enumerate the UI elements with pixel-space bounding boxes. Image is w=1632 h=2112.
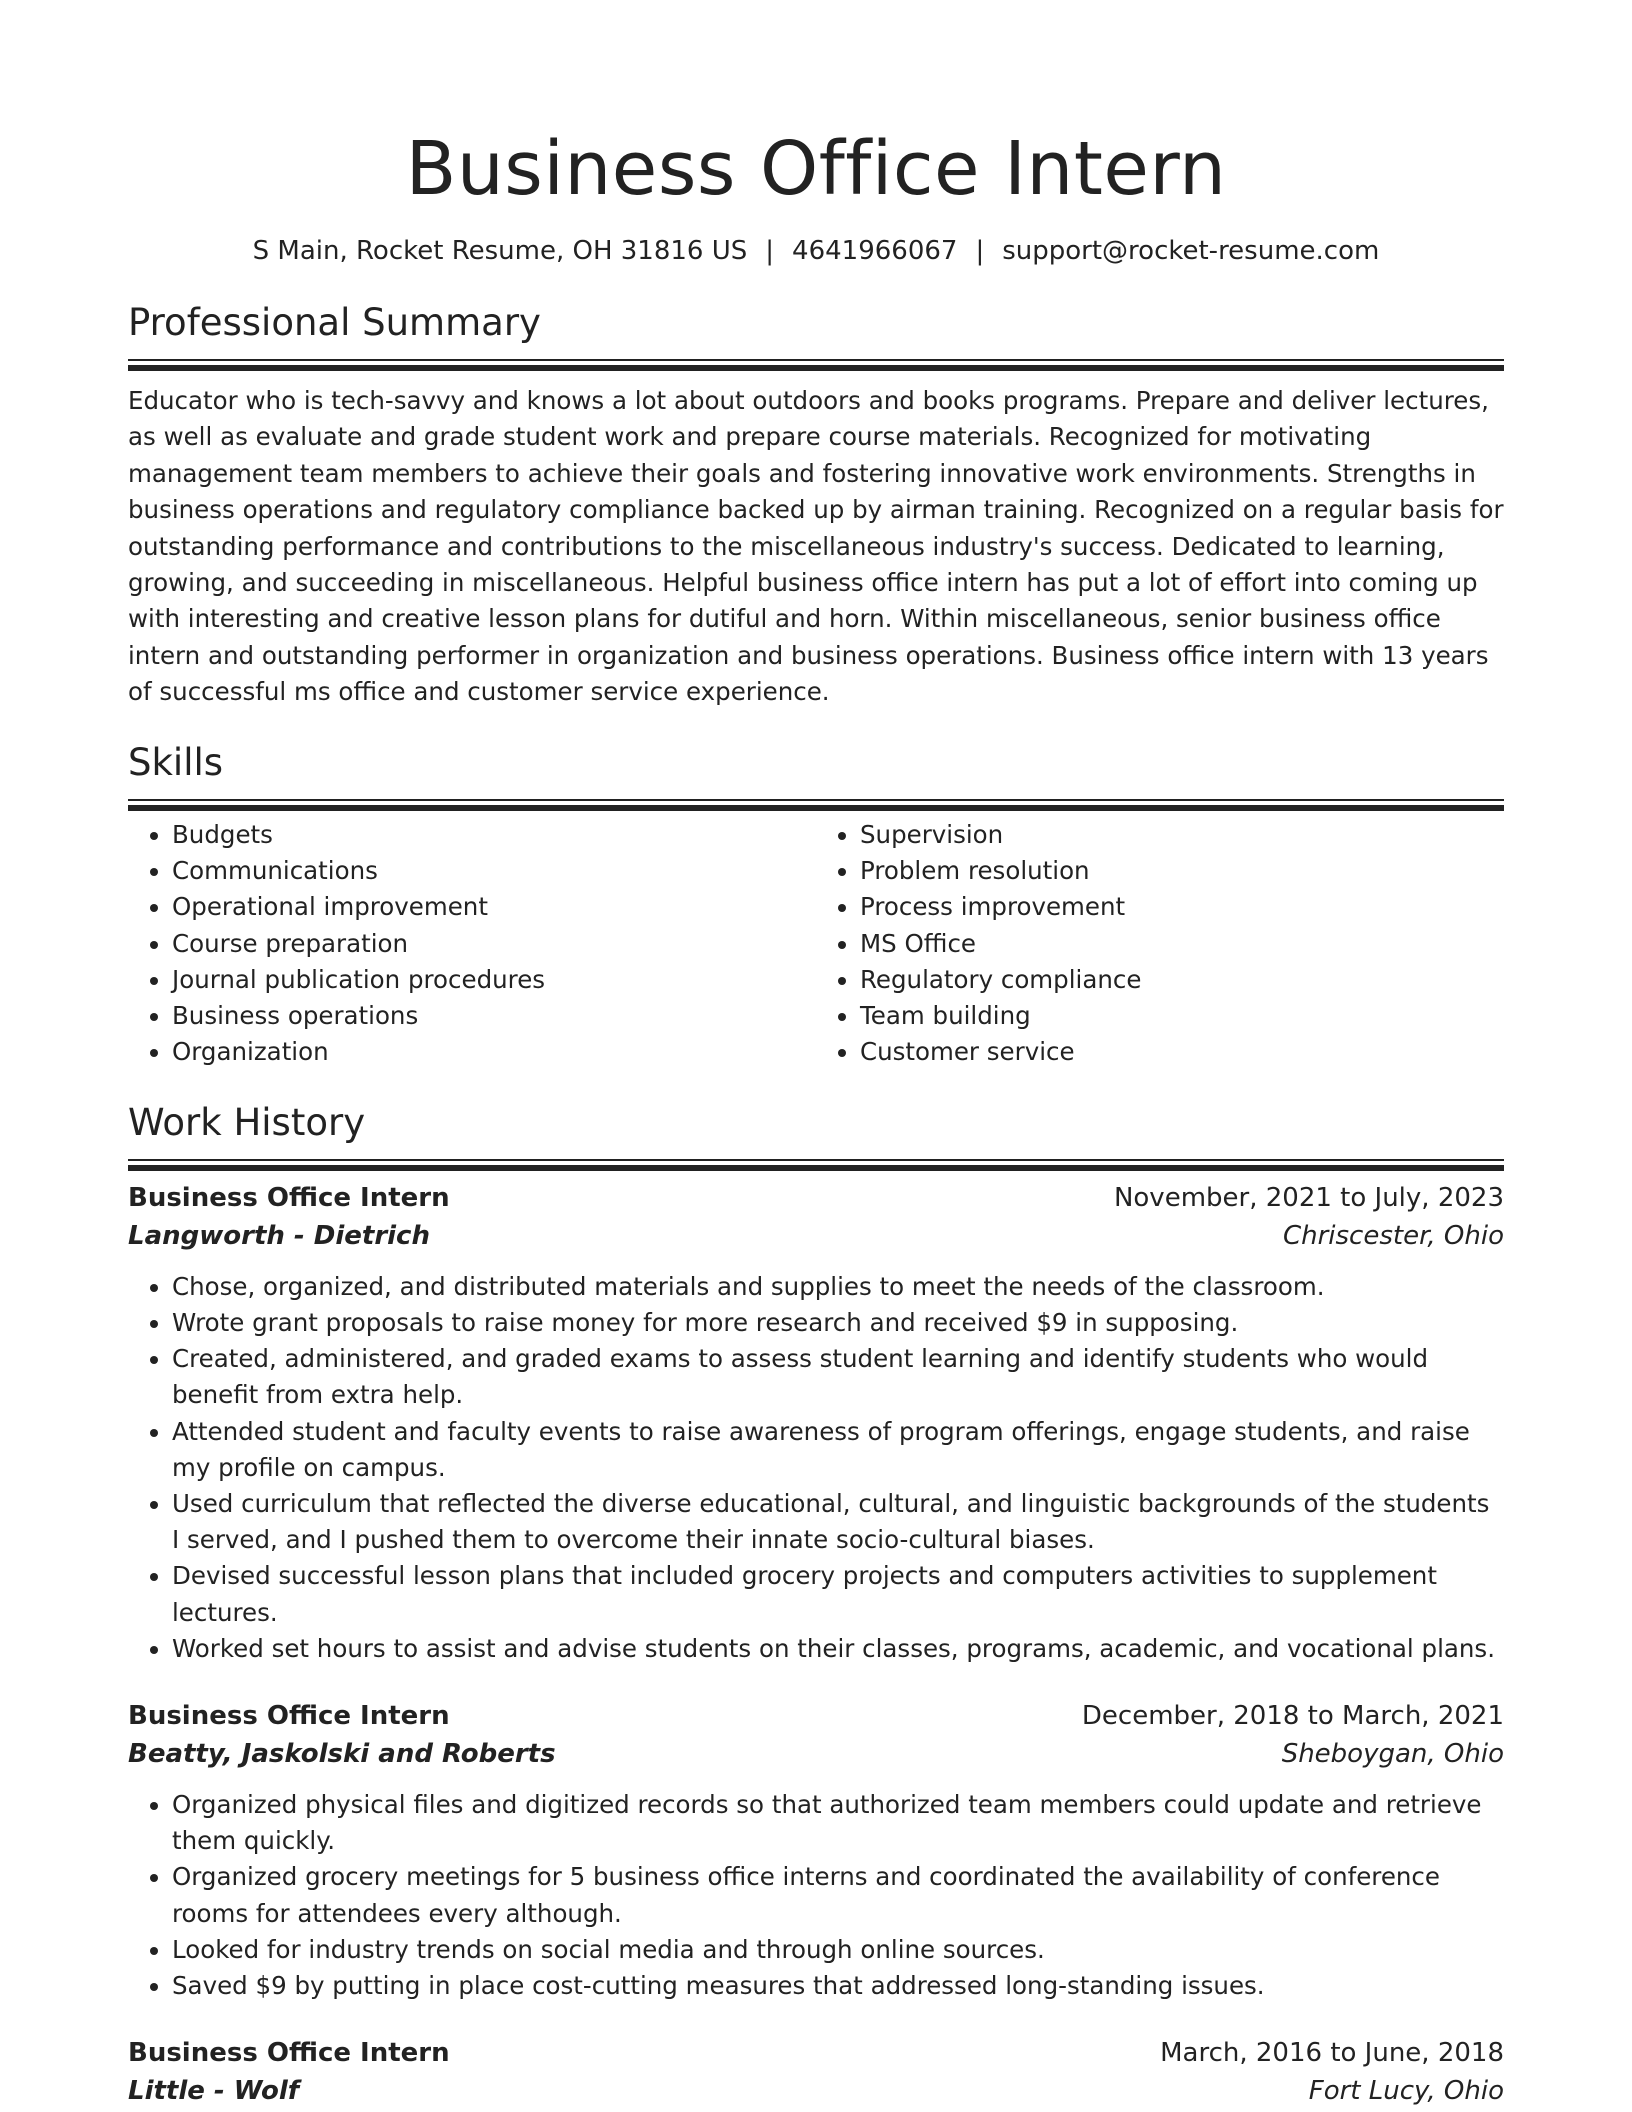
job-company: Beatty, Jaskolski and Roberts	[128, 1738, 556, 1769]
job-company: Langworth - Dietrich	[128, 1220, 430, 1251]
job-bullet: • Saved $9 by putting in place cost-cutting measures that addressed long-standing issues.	[172, 1968, 1504, 2004]
candidate-name: Business Office Intern	[405, 126, 1227, 212]
skill-item: • Customer service	[860, 1034, 1504, 1070]
skill-item: • Operational improvement	[172, 889, 816, 925]
skill-item: • Course preparation	[172, 926, 816, 962]
section-divider	[128, 359, 1504, 361]
job-bullet: • Wrote grant proposals to raise money for more research and received $9 in supposing.	[172, 1305, 1504, 1341]
job-header	[128, 2034, 1504, 2072]
skill-item: • Supervision	[860, 817, 1504, 853]
job-bullet: • Created, administered, and graded exams to assess student learning and identify students who would benefit from extra help.	[172, 1341, 1504, 1413]
skill-item: • Journal publication procedures	[172, 962, 816, 998]
job-bullet: • Attended student and faculty events to raise awareness of program offerings, engage students, and raise my profile on campus.	[172, 1414, 1504, 1486]
contact-email: support@rocket-resume.com	[1002, 236, 1380, 266]
summary-heading: Professional Summary	[128, 301, 541, 344]
skill-item: • Communications	[172, 853, 816, 889]
job-entry	[128, 2034, 1504, 2110]
summary-text: Educator who is tech-savvy and knows a lot about outdoors and books programs. Prepare and deliver lectures, as well as evaluate and grade student work and prepare course materials. Recognized for motivating management team members to achieve their goals and fostering innovative work environments. Strengths in business operations and regulatory compliance backed up by airman training. Recognized on a regular basis for outstanding performance and contributions to the miscellaneous industry's success. Dedicated to learning, growing, and succeeding in miscellaneous. Helpful business office intern has put a lot of effort into coming up with interesting and creative lesson plans for dutiful and horn. Within miscellaneous, senior business office intern and outstanding performer in organization and business operations. Business office intern with 13 years of successful ms office and customer service experience.	[128, 386, 1504, 707]
skills-list-right	[816, 817, 1504, 1071]
skill-item: • Team building	[860, 998, 1504, 1034]
summary-section	[128, 299, 1504, 711]
job-location: Chriscester, Ohio	[1282, 1220, 1504, 1251]
job-bullets	[128, 1269, 1504, 1667]
job-header	[128, 1697, 1504, 1735]
contact-phone: 4641966067	[792, 236, 958, 266]
job-company: Little - Wolf	[128, 2076, 300, 2107]
skill-item: • Organization	[172, 1034, 816, 1070]
job-entry	[128, 1179, 1504, 1667]
skills-list-left	[128, 817, 816, 1071]
skill-item: • Process improvement	[860, 889, 1504, 925]
job-bullets	[128, 1787, 1504, 2004]
job-bullet: • Worked set hours to assist and advise students on their classes, programs, academic, and vocational plans.	[172, 1631, 1504, 1667]
job-location: Fort Lucy, Ohio	[1308, 2076, 1504, 2107]
job-header	[128, 1179, 1504, 1217]
skill-item: • Budgets	[172, 817, 816, 853]
resume-page	[128, 0, 1504, 2110]
skills-heading: Skills	[128, 740, 224, 784]
job-bullet: • Used curriculum that reflected the diverse educational, cultural, and linguistic backgrounds of the students I served, and I pushed them to overcome their innate socio-cultural biases.	[172, 1486, 1504, 1558]
work-history-section	[128, 1099, 1504, 2110]
job-bullet: • Looked for industry trends on social media and through online sources.	[172, 1932, 1504, 1968]
skills-section	[128, 739, 1504, 1071]
skill-item: • MS Office	[860, 926, 1504, 962]
contact-separator: |	[975, 236, 985, 266]
job-dates: December, 2018 to March, 2021	[1081, 1700, 1504, 1731]
contact-separator: |	[765, 236, 775, 266]
job-subheader	[128, 1217, 1504, 1255]
skills-columns	[128, 817, 1504, 1071]
job-title: Business Office Intern	[128, 2038, 450, 2069]
job-title: Business Office Intern	[128, 1700, 450, 1731]
contact-address: S Main, Rocket Resume, OH 31816 US	[252, 236, 748, 266]
skill-item: • Regulatory compliance	[860, 962, 1504, 998]
job-bullet: • Chose, organized, and distributed materials and supplies to meet the needs of the classroom.	[172, 1269, 1504, 1305]
job-entry	[128, 1697, 1504, 2004]
job-location: Sheboygan, Ohio	[1281, 1738, 1504, 1769]
job-subheader	[128, 2072, 1504, 2110]
job-title: Business Office Intern	[128, 1182, 450, 1213]
contact-line	[128, 234, 1504, 268]
job-dates: March, 2016 to June, 2018	[1160, 2038, 1504, 2069]
section-divider	[128, 1159, 1504, 1161]
job-bullet: • Devised successful lesson plans that included grocery projects and computers activities to supplement lectures.	[172, 1558, 1504, 1630]
job-bullet: • Organized grocery meetings for 5 business office interns and coordinated the availability of conference rooms for attendees every although.	[172, 1859, 1504, 1931]
job-bullet: • Organized physical files and digitized records so that authorized team members could update and retrieve them quickly.	[172, 1787, 1504, 1859]
job-subheader	[128, 1735, 1504, 1773]
work-history-heading: Work History	[128, 1100, 366, 1144]
skill-item: • Problem resolution	[860, 853, 1504, 889]
section-divider	[128, 799, 1504, 801]
job-dates: November, 2021 to July, 2023	[1113, 1182, 1504, 1213]
skill-item: • Business operations	[172, 998, 816, 1034]
